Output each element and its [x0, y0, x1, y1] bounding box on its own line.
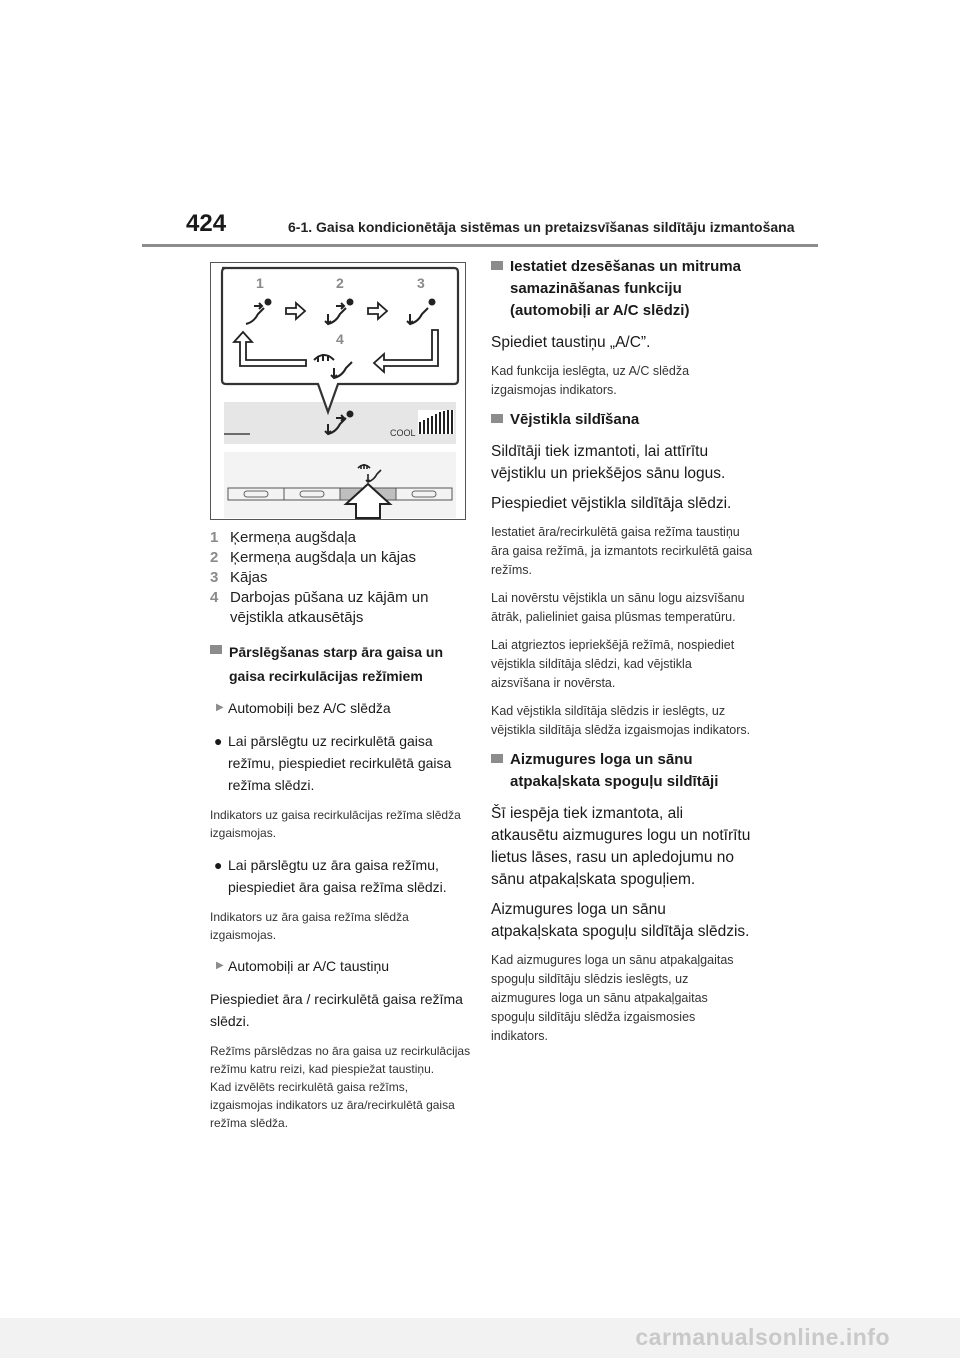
note-text: Kad izvēlēts recirkulētā gaisa režīms, izgaismojas indikators uz āra/recirkulētā gaisa režīma slēdža.: [210, 1080, 455, 1130]
note-text: Indikators uz āra gaisa režīma slēdža izgaismojas.: [210, 910, 409, 942]
note-text: Kad funkcija ieslēgta, uz A/C slēdža izgaismojas indikators.: [491, 364, 690, 397]
section-title: 6-1. Gaisa kondicionētāja sistēmas un pretaizsvīšanas sildītāju izmantošana: [288, 219, 795, 235]
body-text: Sildītāji tiek izmantoti, lai attīrītu vējstiklu un priekšējos sānu logus.: [491, 443, 726, 482]
figure-label-1: 1: [256, 275, 264, 291]
figure-label-4: 4: [336, 331, 344, 347]
figure-label-3: 3: [417, 275, 425, 291]
list-item: 1 Ķermeņa augšdaļa: [210, 529, 356, 546]
triangle-bullet-icon: ▶: [216, 960, 224, 971]
page-number: 424: [186, 210, 227, 237]
square-bullet-icon: [210, 645, 222, 654]
square-bullet-icon: [491, 261, 503, 270]
note-text: Kad vējstikla sildītāja slēdzis ir ieslēgts, uz vējstikla sildītāja slēdža izgaismojas indikators.: [491, 704, 751, 737]
watermark-text: carmanualsonline.info: [635, 1324, 890, 1350]
section-heading: Iestatiet dzesēšanas un mitruma samazināšanas funkciju (automobiļi ar A/C slēdzi): [491, 256, 753, 322]
bullet-item: ● Lai pārslēgtu uz āra gaisa režīmu, piespiediet āra gaisa režīma slēdzi.: [214, 854, 472, 898]
note-text: Indikators uz gaisa recirkulācijas režīma slēdža izgaismojas.: [210, 808, 461, 840]
airflow-mode-figure: [210, 262, 466, 520]
subheading: ▶ Automobiļi bez A/C slēdža: [216, 700, 391, 716]
list-item: 2 Ķermeņa augšdaļa un kājas: [210, 549, 416, 566]
left-column: [210, 528, 472, 1144]
dot-bullet-icon: ●: [214, 857, 223, 873]
bullet-item: ● Lai pārslēgtu uz recirkulētā gaisa režīmu, piespiediet recirkulētā gaisa režīma slēdzi.: [214, 730, 472, 796]
temperature-bar-icon: [418, 410, 454, 434]
body-text: Šī iespēja tiek izmantota, ali atkausētu aizmugures logu un notīrītu lietus lāses, rasu un apledojumu no sānu atpakaļskata spoguļiem.: [491, 805, 751, 888]
list-item: 3 Kājas: [210, 569, 268, 586]
note-text: Lai novērstu vējstikla un sānu logu aizsvīšanu ātrāk, palieliniet gaisa plūsmas temperatūru.: [491, 591, 745, 624]
note-text: Kad aizmugures loga un sānu atpakaļgaitas spoguļu sildītāju slēdzis ieslēgts, uz aizmugures loga un sānu atpakaļgaitas spoguļu sildītāju slēdža izgaismosies indikators.: [491, 953, 734, 1043]
cool-label: COOL: [390, 428, 416, 438]
square-bullet-icon: [491, 754, 503, 763]
dot-bullet-icon: ●: [214, 733, 223, 749]
watermark-bar: [0, 1318, 960, 1358]
note-text: Režīms pārslēdzas no āra gaisa uz recirkulācijas režīmu katru reizi, kad piespiežat taustiņu.: [210, 1044, 471, 1076]
page-header: [142, 210, 818, 247]
list-item: 4 Darbojas pūšana uz kājām un vējstikla atkausētājs: [210, 589, 429, 626]
triangle-bullet-icon: ▶: [216, 702, 224, 713]
figure-legend: [210, 528, 472, 628]
body-text: Spiediet taustiņu „A/C”.: [491, 334, 651, 351]
section-heading: Pārslēgšanas starp āra gaisa un gaisa recirkulācijas režīmiem: [210, 640, 472, 688]
body-text: Aizmugures loga un sānu atpakaļskata spoguļu sildītāja slēdzis.: [491, 901, 750, 940]
body-text: Piespiediet vējstikla sildītāja slēdzi.: [491, 495, 732, 512]
section-heading: Aizmugures loga un sānu atpakaļskata spoguļu sildītāji: [491, 749, 753, 793]
control-buttons-row: [228, 488, 452, 500]
right-column: [491, 256, 753, 1055]
note-text: Iestatiet āra/recirkulētā gaisa režīma taustiņu āra gaisa režīmā, ja izmantots recirkulētā gaisa režīms.: [491, 525, 753, 577]
note-text: Lai atgrieztos iepriekšējā režīmā, nospiediet vējstikla sildītāja slēdzi, kad vējstikla aizsvīšana ir novērsta.: [491, 638, 735, 690]
figure-label-2: 2: [336, 275, 344, 291]
square-bullet-icon: [491, 414, 503, 423]
subheading: ▶ Automobiļi ar A/C taustiņu: [216, 958, 390, 974]
section-heading: Vējstikla sildīšana: [491, 409, 753, 431]
airflow-mode-diagram: [210, 262, 466, 520]
body-text: Piespiediet āra / recirkulētā gaisa režīma slēdzi.: [210, 991, 463, 1029]
